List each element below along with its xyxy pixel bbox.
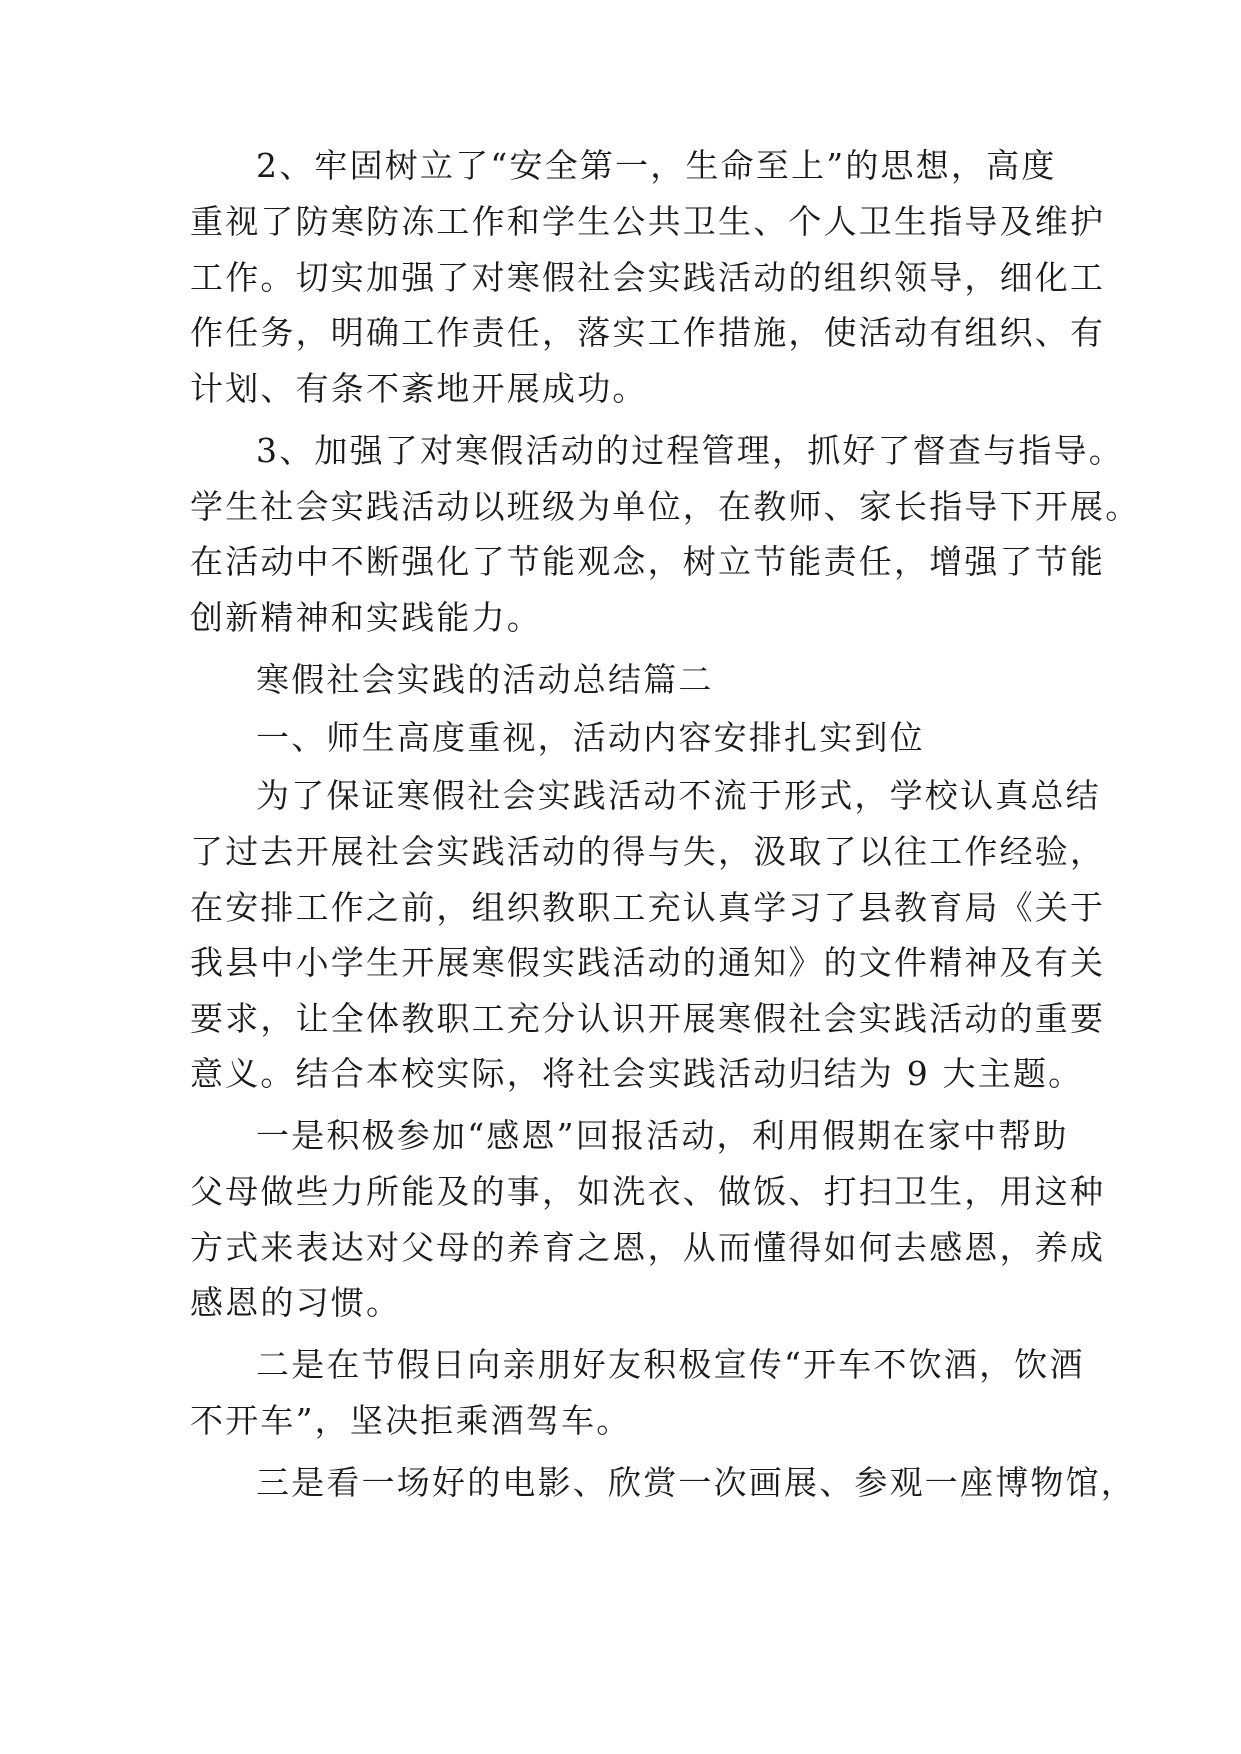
paragraph-line: 二是在节假日向亲朋好友积极宣传“开车不饮酒，饮酒 bbox=[256, 1345, 1085, 1384]
paragraph-line: 计划、有条不紊地开展成功。 bbox=[190, 369, 648, 408]
paragraph-line: 为了保证寒假社会实践活动不流于形式，学校认真总结 bbox=[256, 776, 1101, 815]
paragraph-line: 方式来表达对父母的养育之恩，从而懂得如何去感恩，养成 bbox=[190, 1228, 1106, 1267]
paragraph-line: 3、加强了对寒假活动的过程管理，抓好了督查与指导。 bbox=[256, 431, 1124, 470]
paragraph-line: 在安排工作之前，组织教职工充认真学习了县教育局《关于 bbox=[190, 888, 1106, 927]
paragraph-line: 了过去开展社会实践活动的得与失，汲取了以往工作经验， bbox=[190, 832, 1106, 871]
paragraph-line: 我县中小学生开展寒假实践活动的通知》的文件精神及有关 bbox=[190, 943, 1106, 982]
subsection-heading: 一、师生高度重视，活动内容安排扎实到位 bbox=[256, 718, 925, 757]
paragraph-line: 在活动中不断强化了节能观念，树立节能责任，增强了节能 bbox=[190, 542, 1106, 581]
paragraph-line: 学生社会实践活动以班级为单位，在教师、家长指导下开展。 bbox=[190, 487, 1141, 526]
paragraph-line: 重视了防寒防冻工作和学生公共卫生、个人卫生指导及维护 bbox=[190, 202, 1106, 241]
paragraph-line: 要求，让全体教职工充分认识开展寒假社会实践活动的重要 bbox=[190, 999, 1106, 1038]
paragraph-line: 三是看一场好的电影、欣赏一次画展、参观一座博物馆， bbox=[256, 1463, 1136, 1502]
paragraph-line: 工作。切实加强了对寒假社会实践活动的组织领导，细化工 bbox=[190, 258, 1106, 297]
section-heading: 寒假社会实践的活动总结篇二 bbox=[256, 660, 714, 699]
paragraph-line: 一是积极参加“感恩”回报活动，利用假期在家中帮助 bbox=[256, 1116, 1069, 1155]
paragraph-line: 父母做些力所能及的事，如洗衣、做饭、打扫卫生，用这种 bbox=[190, 1172, 1106, 1211]
paragraph-line: 创新精神和实践能力。 bbox=[190, 598, 542, 637]
paragraph-line: 作任务，明确工作责任，落实工作措施，使活动有组织、有 bbox=[190, 313, 1106, 352]
paragraph-line: 2、牢固树立了“安全第一，生命至上”的思想，高度 bbox=[256, 146, 1057, 185]
paragraph-line: 感恩的习惯。 bbox=[190, 1283, 402, 1322]
paragraph-line: 不开车”，坚决拒乘酒驾车。 bbox=[190, 1401, 632, 1440]
paragraph-line: 意义。结合本校实际，将社会实践活动归结为 9 大主题。 bbox=[190, 1054, 1084, 1093]
